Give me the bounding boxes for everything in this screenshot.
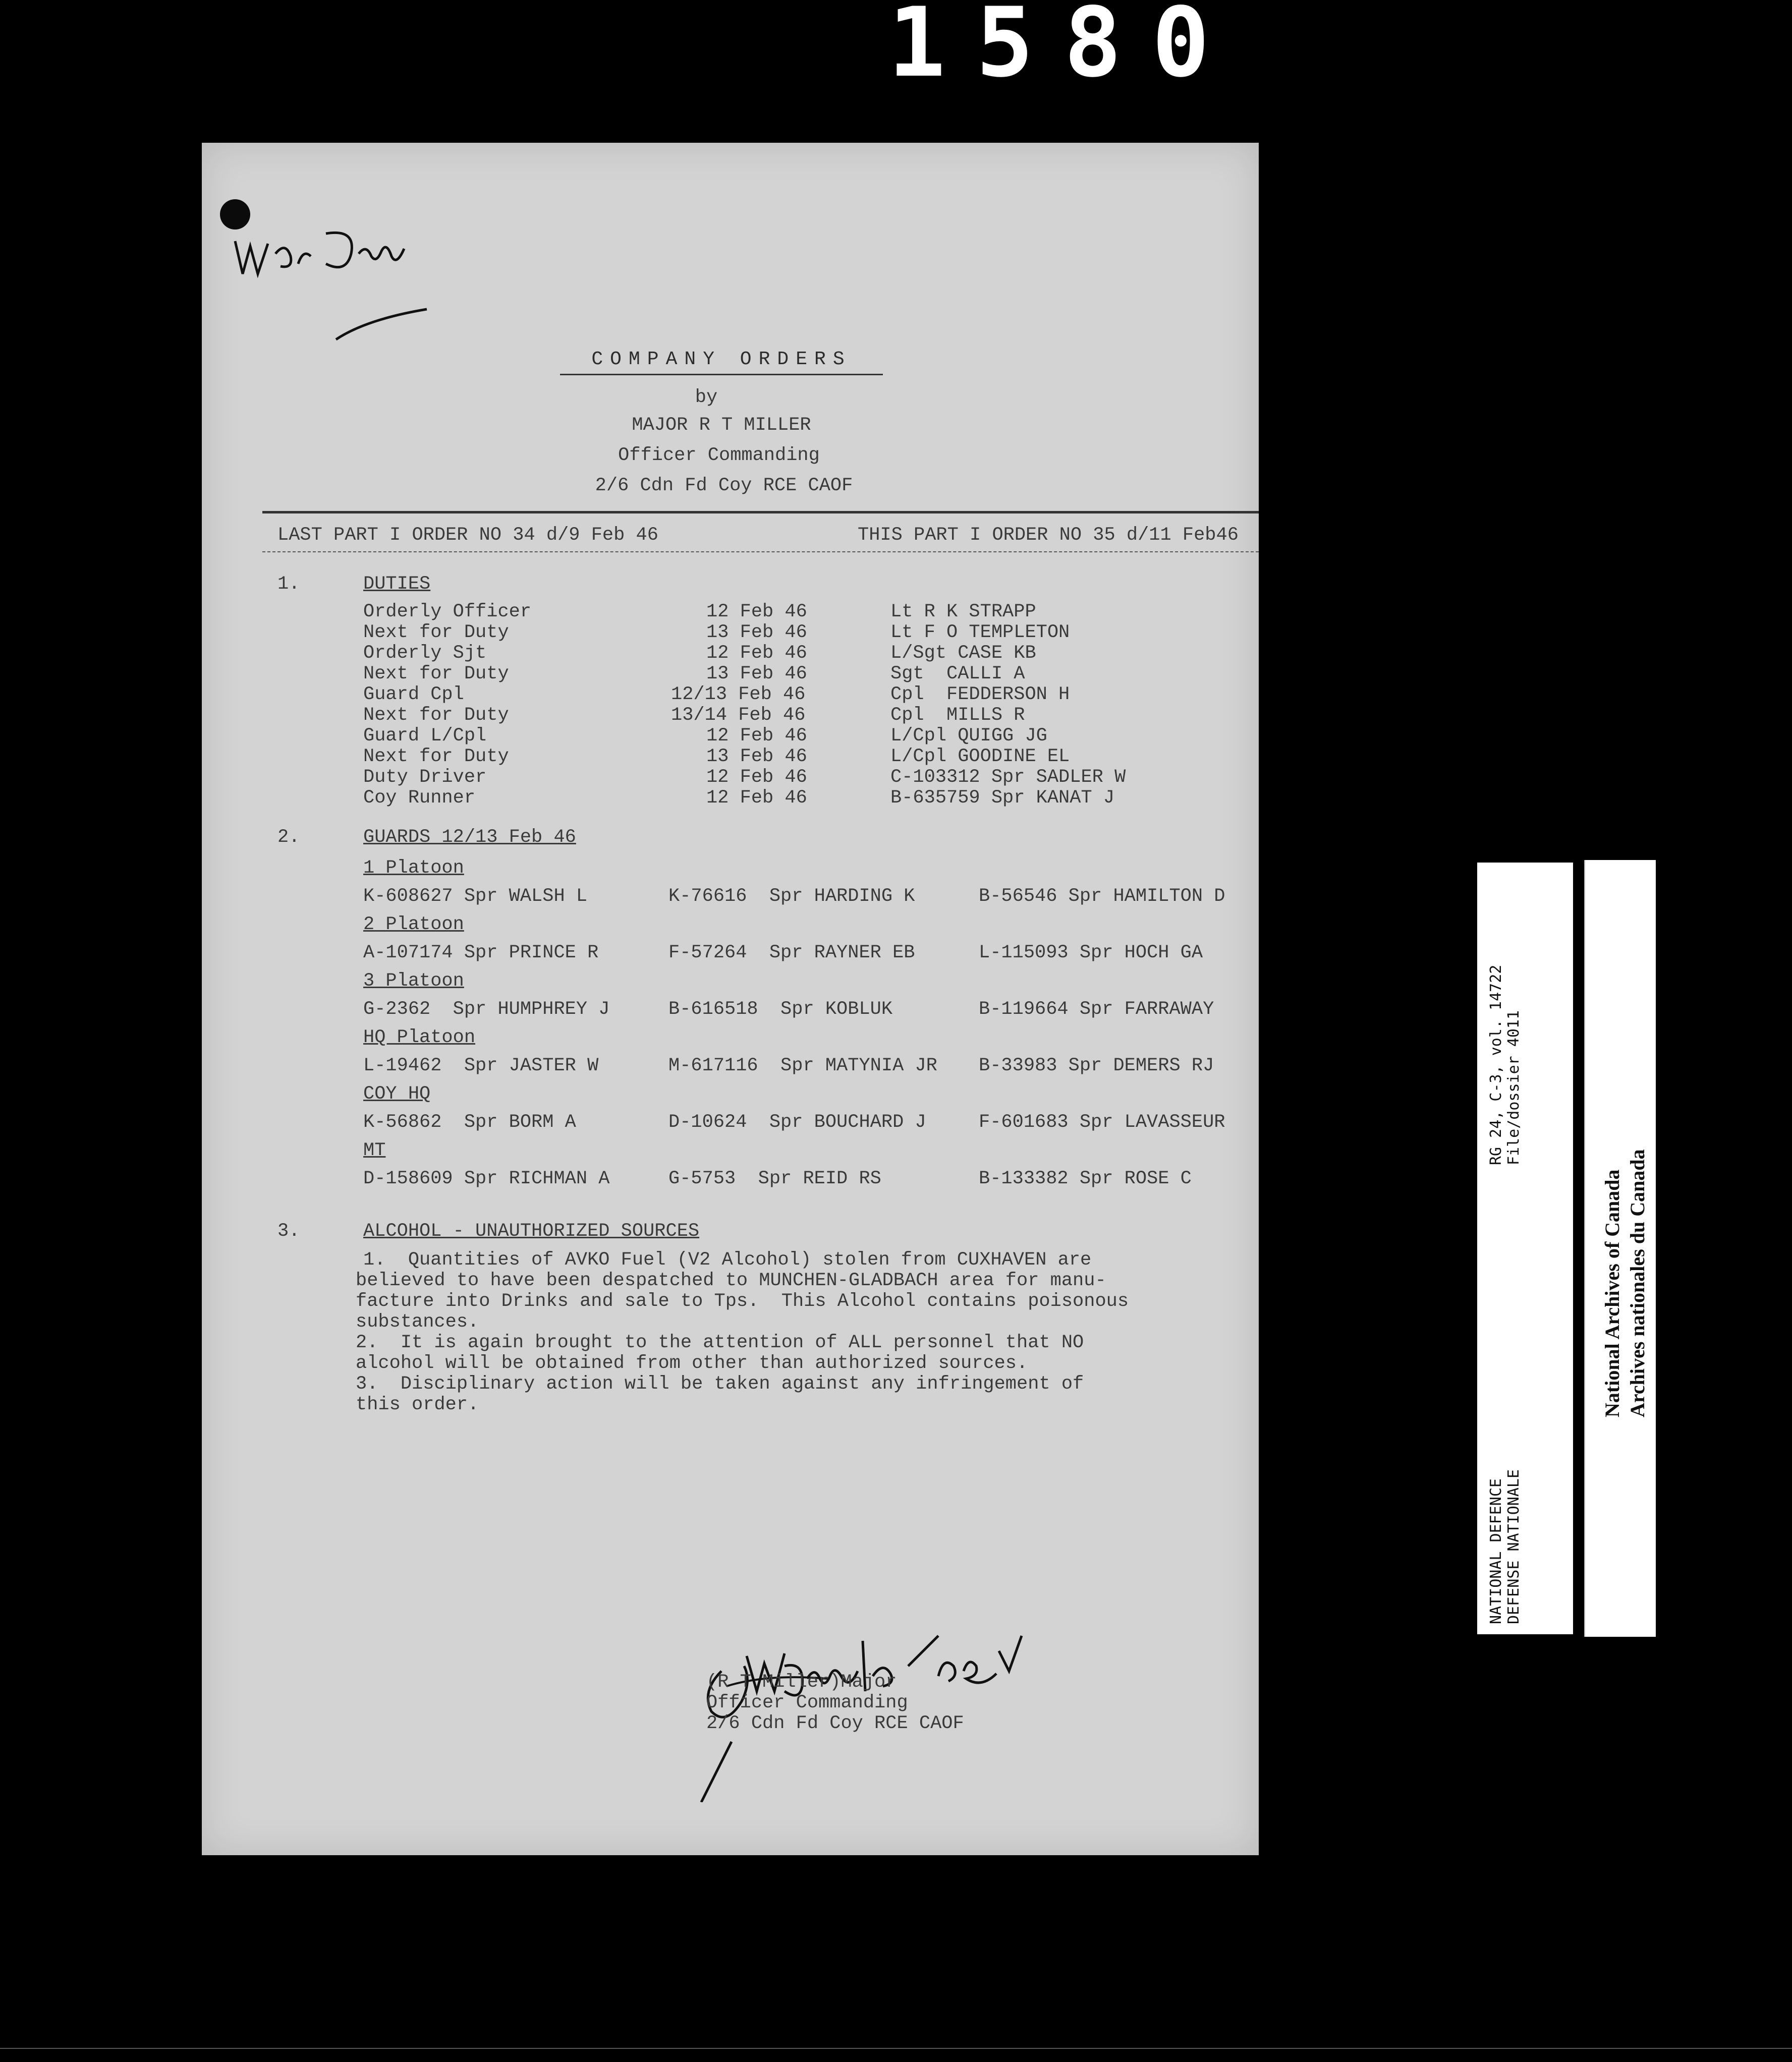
- guard-entry: M-617116 Spr MATYNIA JR: [668, 1055, 937, 1076]
- duty-person: Lt F O TEMPLETON: [890, 622, 1070, 643]
- section-2-heading: GUARDS 12/13 Feb 46: [363, 827, 576, 848]
- duty-date: 13 Feb 46: [706, 622, 807, 643]
- signature-unit: 2/6 Cdn Fd Coy RCE CAOF: [706, 1713, 964, 1734]
- duty-name: Next for Duty: [363, 622, 509, 643]
- doc-by: by: [695, 387, 718, 408]
- guard-entry: B-56546 Spr HAMILTON D: [979, 886, 1225, 907]
- guard-entry: B-119664 Spr FARRAWAY: [979, 999, 1214, 1020]
- guard-entry: G-5753 Spr REID RS: [668, 1168, 881, 1189]
- doc-unit: 2/6 Cdn Fd Coy RCE CAOF: [595, 475, 853, 496]
- section-3-line: this order.: [356, 1394, 479, 1415]
- duty-date: 12 Feb 46: [706, 767, 807, 788]
- signature-role: Officer Commanding: [706, 1692, 908, 1713]
- duty-person: Lt R K STRAPP: [890, 601, 1036, 622]
- archive-dept-line-1: NATIONAL DEFENCE: [1487, 1478, 1505, 1624]
- doc-role: Officer Commanding: [618, 445, 820, 466]
- guard-entry: F-601683 Spr LAVASSEUR: [979, 1112, 1225, 1133]
- duty-person: Cpl FEDDERSON H: [890, 684, 1070, 705]
- guard-entry: B-616518 Spr KOBLUK: [668, 999, 893, 1020]
- document-page: [202, 143, 1259, 1855]
- section-3-line: believed to have been despatched to MUNCHEN-GLADBACH area for manu-: [356, 1270, 1106, 1291]
- section-3-line: facture into Drinks and sale to Tps. This Alcohol contains poisonous: [356, 1291, 1129, 1312]
- signature-name: (R T Miller)Major: [706, 1672, 897, 1693]
- guard-entry: F-57264 Spr RAYNER EB: [668, 942, 915, 963]
- last-order: LAST PART I ORDER NO 34 d/9 Feb 46: [277, 525, 658, 546]
- duty-name: Orderly Officer: [363, 601, 532, 622]
- section-3-line: substances.: [356, 1311, 479, 1333]
- this-order: THIS PART I ORDER NO 35 d/11 Feb46: [858, 525, 1239, 546]
- duty-date: 13/14 Feb 46: [671, 705, 806, 726]
- header-rule-bottom: [262, 551, 1259, 552]
- guard-entry: B-133382 Spr ROSE C: [979, 1168, 1192, 1189]
- section-2-number: 2.: [277, 827, 300, 848]
- guard-entry: G-2362 Spr HUMPHREY J: [363, 999, 610, 1020]
- title-underline: [560, 374, 883, 375]
- doc-commander: MAJOR R T MILLER: [632, 415, 811, 436]
- duty-person: Sgt CALLI A: [890, 663, 1025, 684]
- section-1-number: 1.: [277, 574, 300, 595]
- guard-entry: K-56862 Spr BORM A: [363, 1112, 576, 1133]
- header-rule-top: [262, 511, 1259, 513]
- handwritten-annotation: [220, 193, 462, 345]
- section-3-line: alcohol will be obtained from other than authorized sources.: [356, 1353, 1028, 1374]
- guard-group-name: COY HQ: [363, 1083, 431, 1105]
- section-3-line: 3. Disciplinary action will be taken against any infringement of: [356, 1373, 1084, 1395]
- duty-name: Orderly Sjt: [363, 643, 487, 664]
- duty-person: C-103312 Spr SADLER W: [890, 767, 1126, 788]
- guard-entry: D-10624 Spr BOUCHARD J: [668, 1112, 926, 1133]
- guard-entry: A-107174 Spr PRINCE R: [363, 942, 599, 963]
- archive-reference-label: [1477, 863, 1573, 1634]
- duty-person: L/Sgt CASE KB: [890, 643, 1036, 664]
- duty-date: 12 Feb 46: [706, 601, 807, 622]
- archive-ref-line-1: RG 24, C-3, vol. 14722: [1487, 964, 1505, 1165]
- duty-date: 12 Feb 46: [706, 643, 807, 664]
- duty-person: L/Cpl GOODINE EL: [890, 746, 1070, 767]
- frame-number: 1580: [888, 0, 1240, 86]
- duty-date: 12 Feb 46: [706, 787, 807, 809]
- section-1-heading: DUTIES: [363, 574, 431, 595]
- section-3-number: 3.: [277, 1221, 300, 1242]
- section-3-line: 2. It is again brought to the attention of ALL personnel that NO: [356, 1332, 1084, 1353]
- section-3-line: 1. Quantities of AVKO Fuel (V2 Alcohol) stolen from CUXHAVEN are: [363, 1249, 1092, 1271]
- guard-group-name: 1 Platoon: [363, 857, 464, 879]
- film-bottom-edge: [0, 2048, 1792, 2049]
- duty-name: Duty Driver: [363, 767, 487, 788]
- duty-date: 12 Feb 46: [706, 725, 807, 747]
- archive-name-french: Archives nationales du Canada: [1626, 1149, 1649, 1417]
- guard-entry: L-115093 Spr HOCH GA: [979, 942, 1203, 963]
- guard-entry: L-19462 Spr JASTER W: [363, 1055, 599, 1076]
- duty-date: 13 Feb 46: [706, 746, 807, 767]
- guard-group-name: MT: [363, 1140, 386, 1161]
- duty-person: B-635759 Spr KANAT J: [890, 787, 1115, 809]
- duty-name: Next for Duty: [363, 705, 509, 726]
- duty-name: Guard L/Cpl: [363, 725, 487, 747]
- guard-group-name: 2 Platoon: [363, 914, 464, 935]
- duty-date: 13 Feb 46: [706, 663, 807, 684]
- guard-group-name: HQ Platoon: [363, 1027, 476, 1048]
- section-3-heading: ALCOHOL - UNAUTHORIZED SOURCES: [363, 1221, 700, 1242]
- guard-entry: D-158609 Spr RICHMAN A: [363, 1168, 610, 1189]
- archive-dept-line-2: DEFENSE NATIONALE: [1505, 1469, 1523, 1624]
- archive-name-label: [1584, 860, 1656, 1637]
- duty-name: Coy Runner: [363, 787, 476, 809]
- archive-ref-line-2: File/dossier 4011: [1505, 1010, 1523, 1165]
- duty-person: L/Cpl QUIGG JG: [890, 725, 1047, 747]
- duty-name: Next for Duty: [363, 746, 509, 767]
- doc-title: COMPANY ORDERS: [591, 349, 852, 370]
- duty-name: Guard Cpl: [363, 684, 464, 705]
- guard-group-name: 3 Platoon: [363, 970, 464, 992]
- duty-date: 12/13 Feb 46: [671, 684, 806, 705]
- guard-entry: K-608627 Spr WALSH L: [363, 886, 588, 907]
- guard-entry: B-33983 Spr DEMERS RJ: [979, 1055, 1214, 1076]
- duty-name: Next for Duty: [363, 663, 509, 684]
- guard-entry: K-76616 Spr HARDING K: [668, 886, 915, 907]
- archive-name-english: National Archives of Canada: [1601, 1169, 1623, 1417]
- duty-person: Cpl MILLS R: [890, 705, 1025, 726]
